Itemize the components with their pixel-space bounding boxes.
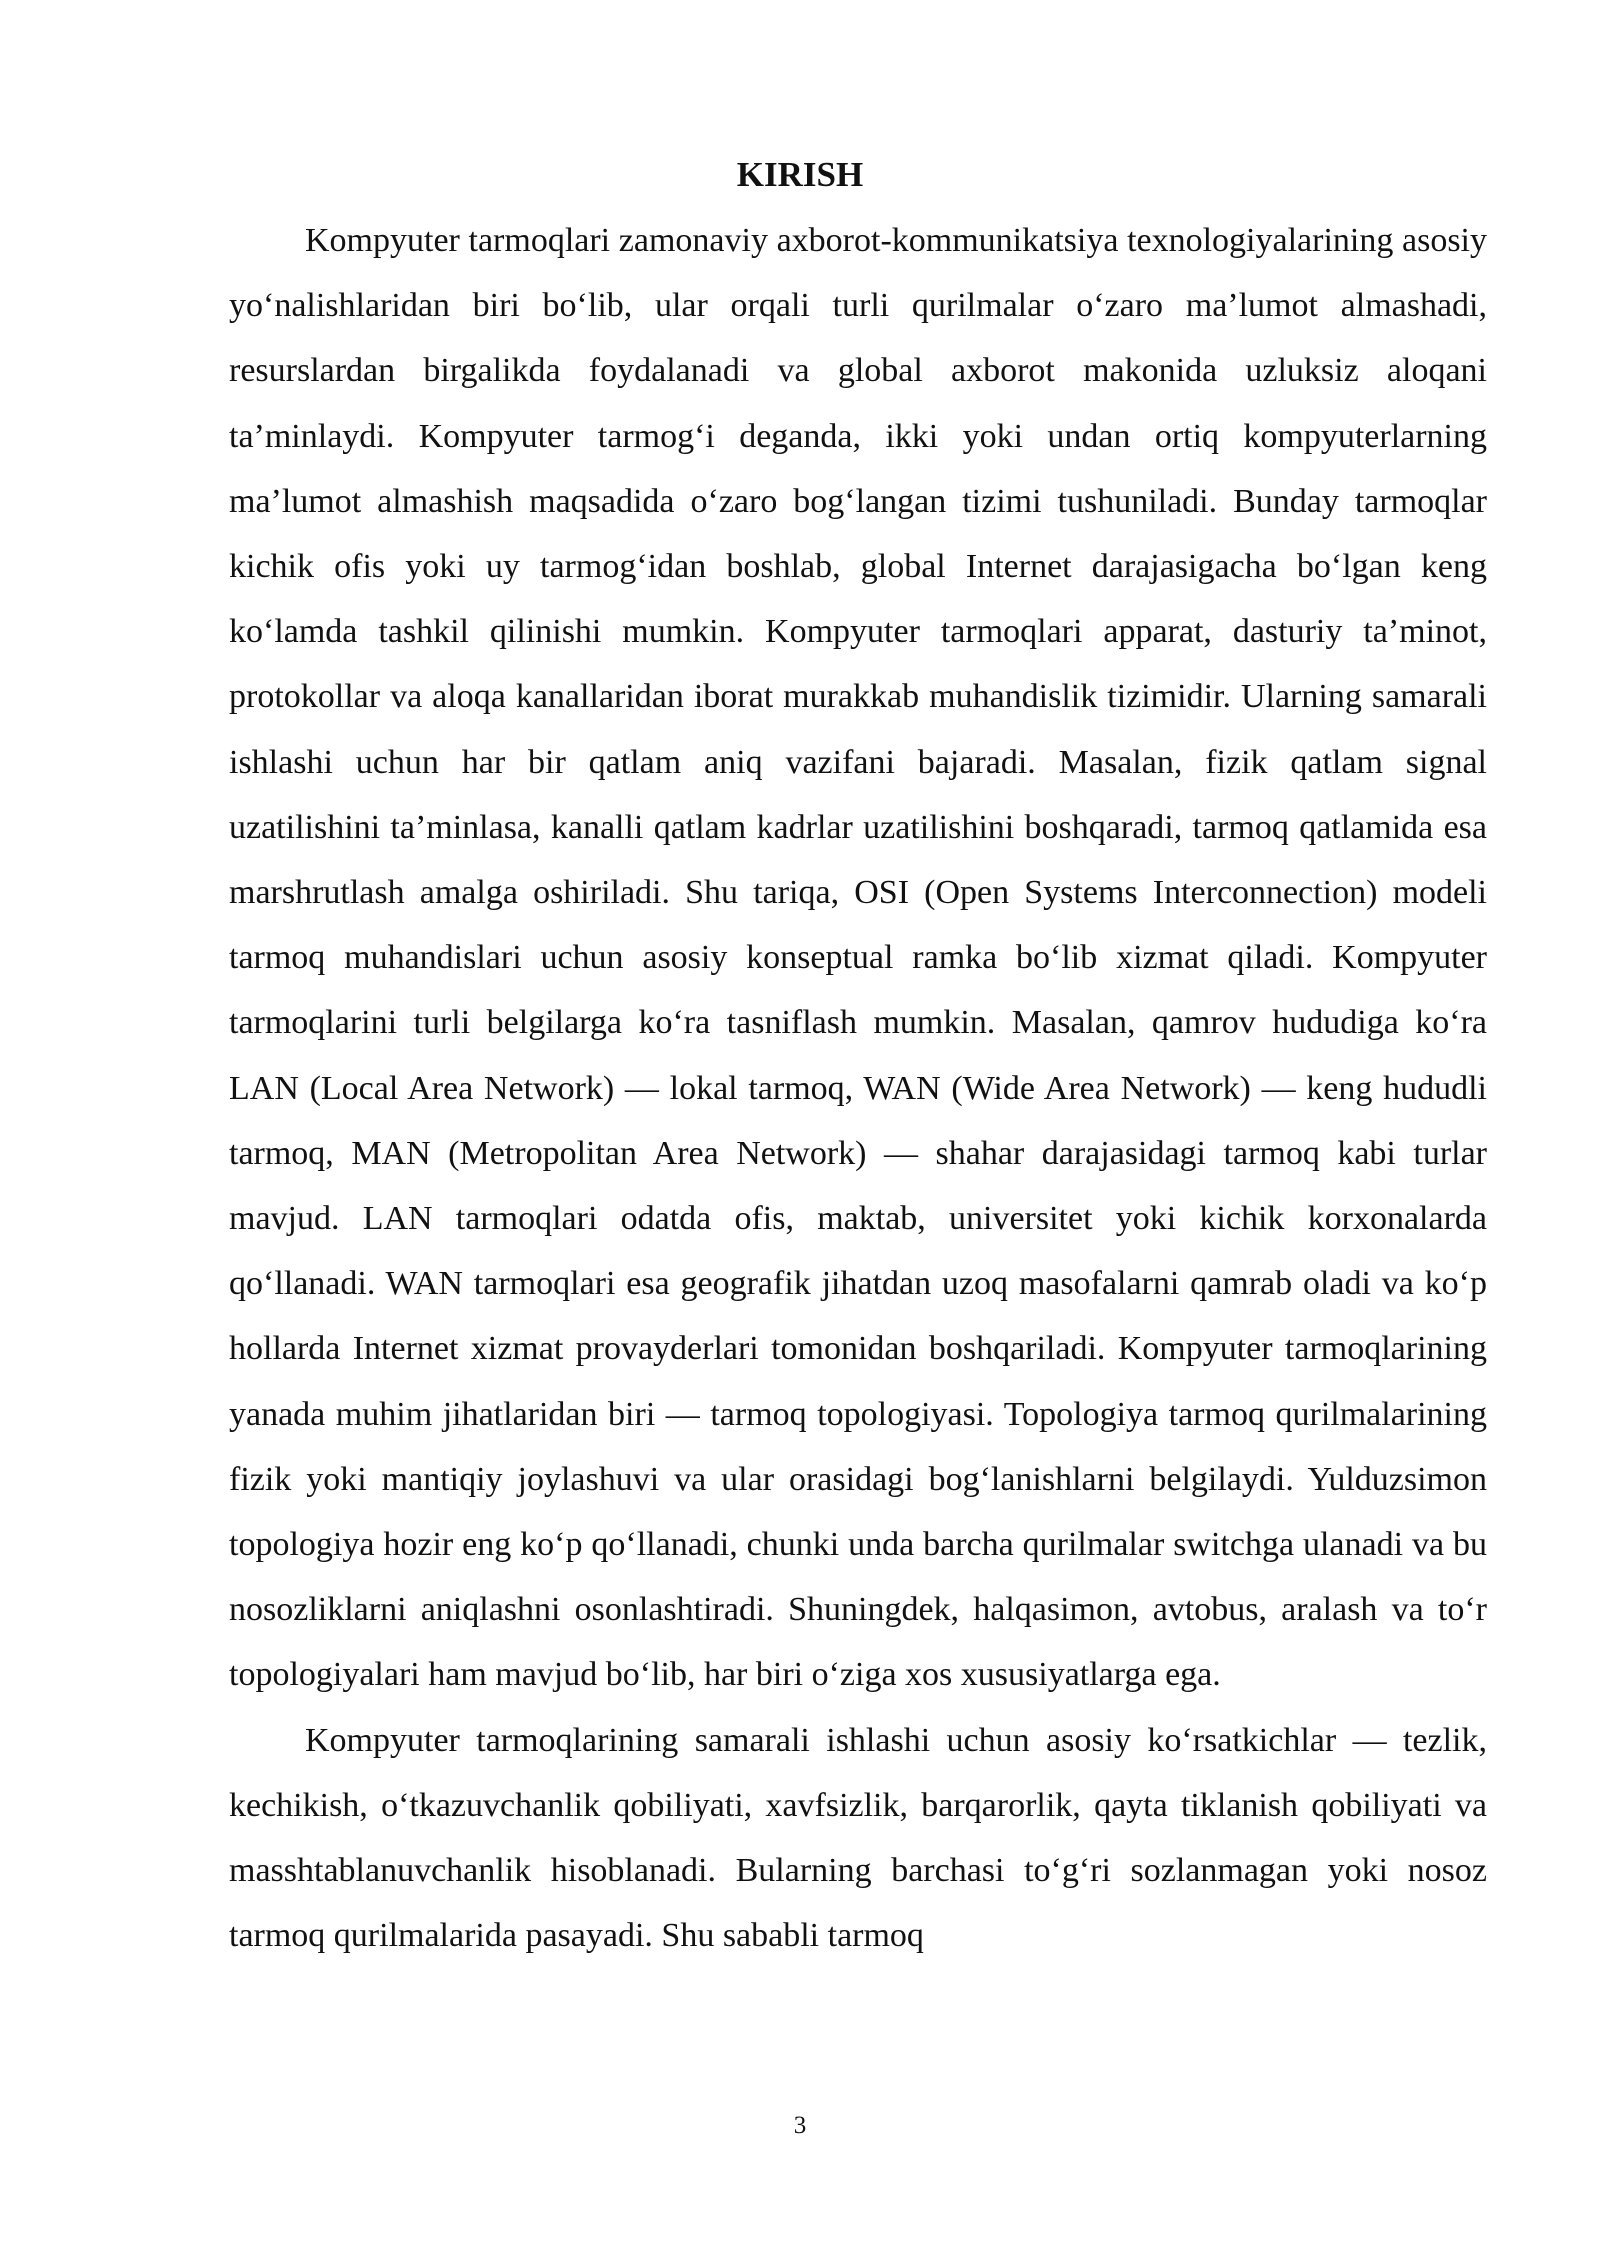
section-heading: KIRISH [736,155,864,194]
paragraph-1: Kompyuter tarmoqlari zamonaviy axborot-kommunikatsiya texnologiyalarining asosiy yo‘nalishlaridan biri bo‘lib, ular orqali turli qurilmalar o‘zaro ma’lumot almashadi, resurslardan birgalikda foydalanadi va global axborot makonida uzluksiz aloqani ta’minlaydi. Kompyuter tarmog‘i deganda, ikki yoki undan ortiq kompyuterlarning ma’lumot almashish maqsadida o‘zaro bog‘langan tizimi tushuniladi. Bunday tarmoqlar kichik ofis yoki uy tarmog‘idan boshlab, global Internet darajasigacha bo‘lgan keng ko‘lamda tashkil qilinishi mumkin. Kompyuter tarmoqlari apparat, dasturiy ta’minot, protokollar va aloqa kanallaridan iborat murakkab muhandislik tizimidir. Ularning samarali ishlashi uchun har bir qatlam aniq vazifani bajaradi. Masalan, fizik qatlam signal uzatilishini ta’minlasa, kanalli qatlam kadrlar uzatilishini boshqaradi, tarmoq qatlamida esa marshrutlash amalga oshiriladi. Shu tariqa, OSI (Open Systems Interconnection) modeli tarmoq muhandislari uchun asosiy konseptual ramka bo‘lib xizmat qiladi. Kompyuter tarmoqlarini turli belgilarga ko‘ra tasniflash mumkin. Masalan, qamrov hududiga ko‘ra LAN (Local Area Network) — lokal tarmoq, WAN (Wide Area Network) — keng hududli tarmoq, MAN (Metropolitan Area Network) — shahar darajasidagi tarmoq kabi turlar mavjud. LAN tarmoqlari odatda ofis, maktab, universitet yoki kichik korxonalarda qo‘llanadi. WAN tarmoqlari esa geografik jihatdan uzoq masofalarni qamrab oladi va ko‘p hollarda Internet xizmat provayderlari tomonidan boshqariladi. Kompyuter tarmoqlarining yanada muhim jihatlaridan biri — tarmoq topologiyasi. Topologiya tarmoq qurilmalarining fizik yoki mantiqiy joylashuvi va ular orasidagi bog‘lanishlarni belgilaydi. Yulduzsimon topologiya hozir eng ko‘p qo‘llanadi, chunki unda barcha qurilmalar switchga ulanadi va bu nosozliklarni aniqlashni osonlashtiradi. Shuningdek, halqasimon, avtobus, aralash va to‘r topologiyalari ham mavjud bo‘lib, har biri o‘ziga xos xususiyatlarga ega. [229,222,1487,1694]
paragraph-2: Kompyuter tarmoqlarining samarali ishlashi uchun asosiy ko‘rsatkichlar — tezlik, kechikish, o‘tkazuvchanlik qobiliyati, xavfsizlik, barqarorlik, qayta tiklanish qobiliyati va masshtablanuvchanlik hisoblanadi. Bularning barchasi to‘g‘ri sozlanmagan yoki nosoz tarmoq qurilmalarida pasayadi. Shu sababli tarmoq [229,1721,1487,1955]
document-body [229,208,1487,1968]
page-number: 3 [793,2112,807,2139]
